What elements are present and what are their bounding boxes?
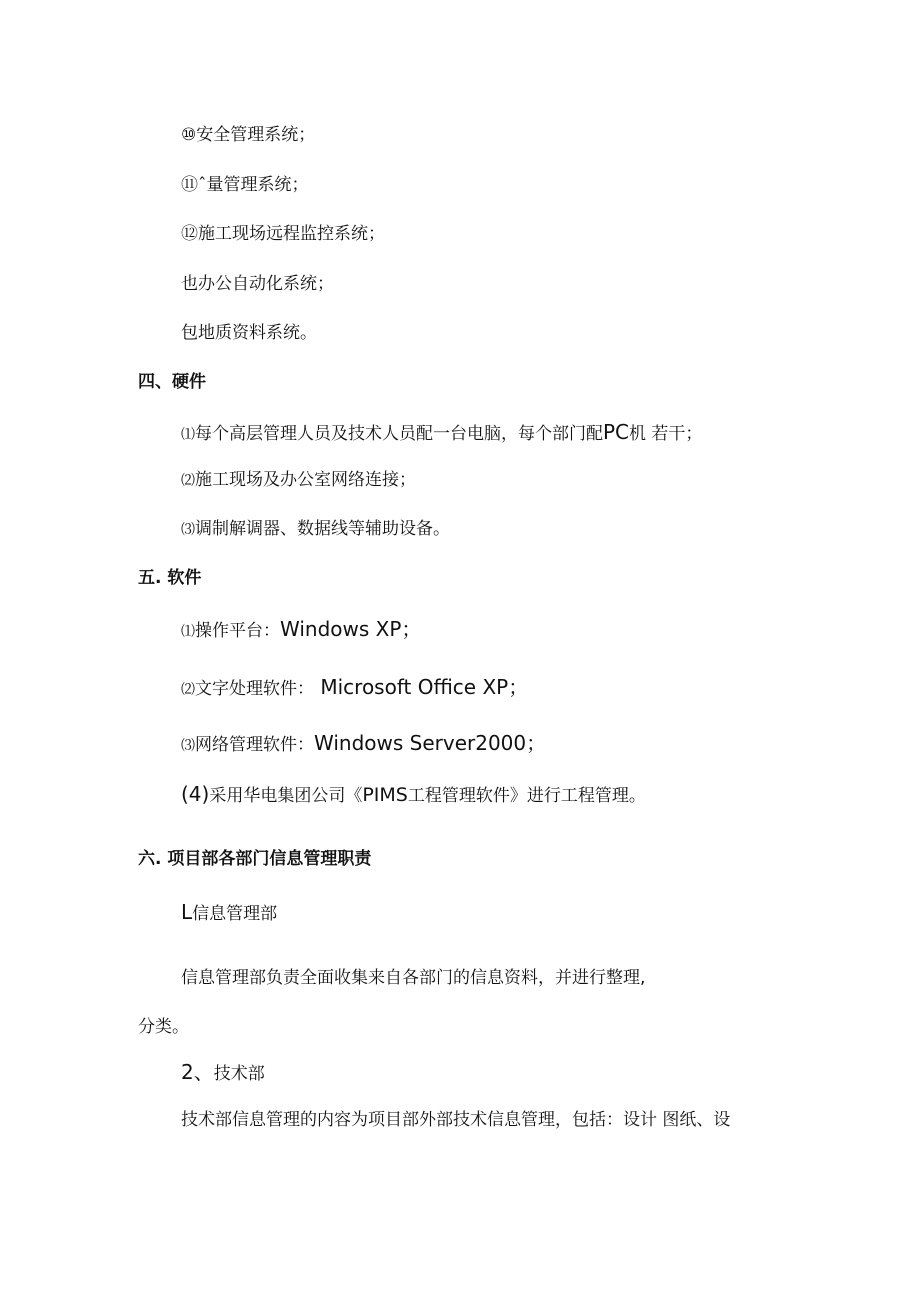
list-item-text: ⑪ˆ量管理系统； xyxy=(181,175,309,195)
software-item-2 xyxy=(181,675,528,702)
section-heading-responsibilities xyxy=(138,847,371,871)
software-item-1 xyxy=(181,617,421,644)
list-item-geology-system xyxy=(181,321,317,345)
list-item-text: 也办公自动化系统； xyxy=(181,274,334,294)
item-text: 每个高层管理人员及技术人员配一台电脑，每个部门配 xyxy=(195,424,603,444)
heading-text: 四、硬件 xyxy=(138,372,206,392)
item-text: 调制解调器、数据线等辅助设备。 xyxy=(195,519,450,539)
subsection-tech-dept xyxy=(181,1060,265,1086)
heading-text: 六. 项目部各部门信息管理职责 xyxy=(138,849,372,869)
item-number: ⑵ xyxy=(181,473,195,489)
item-number: ⑴ xyxy=(181,624,195,640)
subsection-number: L xyxy=(181,900,193,924)
paragraph-text: 信息管理部负责全面收集来自各部门的信息资料，并进行整理, xyxy=(181,968,646,988)
software-item-4 xyxy=(181,782,646,808)
heading-text: 五. 软件 xyxy=(138,568,202,588)
item-number: ⑵ xyxy=(181,682,195,698)
item-text-product: Microsoft Office XP； xyxy=(314,675,529,699)
list-item-quality-system xyxy=(181,173,309,197)
software-item-3 xyxy=(181,731,546,758)
item-text: 文字处理软件： xyxy=(195,679,314,699)
item-text: 采用华电集团公司《 xyxy=(209,786,363,806)
section-heading-software xyxy=(138,566,201,590)
item-text: 操作平台： xyxy=(195,621,280,641)
item-number: (4) xyxy=(181,782,210,806)
list-item-text: 包地质资料系统。 xyxy=(181,323,317,343)
item-number: ⑶ xyxy=(181,522,195,538)
paragraph-info-dept xyxy=(181,966,645,990)
item-text: 施工现场及办公室网络连接； xyxy=(195,470,416,490)
list-item-safety-system xyxy=(181,123,315,147)
subsection-number: 2、 xyxy=(181,1060,214,1084)
subsection-info-dept xyxy=(181,900,277,926)
list-item-text: ⑩安全管理系统； xyxy=(181,125,316,145)
item-text-product: Windows Server2000； xyxy=(314,731,547,755)
item-text-product: Windows XP； xyxy=(280,617,422,641)
item-number: ⑴ xyxy=(181,427,195,443)
list-item-office-automation xyxy=(181,272,334,296)
paragraph-info-dept-continued xyxy=(138,1015,189,1039)
paragraph-text: 技术部信息管理的内容为项目部外部技术信息管理，包括：设计 图纸、设 xyxy=(181,1110,731,1130)
paragraph-tech-dept xyxy=(181,1108,730,1132)
paragraph-text: 分类。 xyxy=(138,1017,189,1037)
item-text-pc: PC xyxy=(603,420,630,444)
hardware-item-1 xyxy=(181,420,702,447)
section-heading-hardware xyxy=(138,370,206,394)
item-text-tail: 机 若干； xyxy=(629,424,703,444)
item-text: 网络管理软件： xyxy=(195,735,314,755)
item-text-tail: 工程管理软件》进行工程管理。 xyxy=(407,786,646,806)
list-item-monitoring-system xyxy=(181,222,385,246)
list-item-text: ⑫施工现场远程监控系统； xyxy=(181,224,385,244)
subsection-text: 技术部 xyxy=(213,1064,265,1084)
item-number: ⑶ xyxy=(181,738,195,754)
subsection-text: 信息管理部 xyxy=(192,904,278,924)
item-text-pims: PIMS xyxy=(362,784,408,806)
hardware-item-3 xyxy=(181,517,450,542)
hardware-item-2 xyxy=(181,468,416,493)
